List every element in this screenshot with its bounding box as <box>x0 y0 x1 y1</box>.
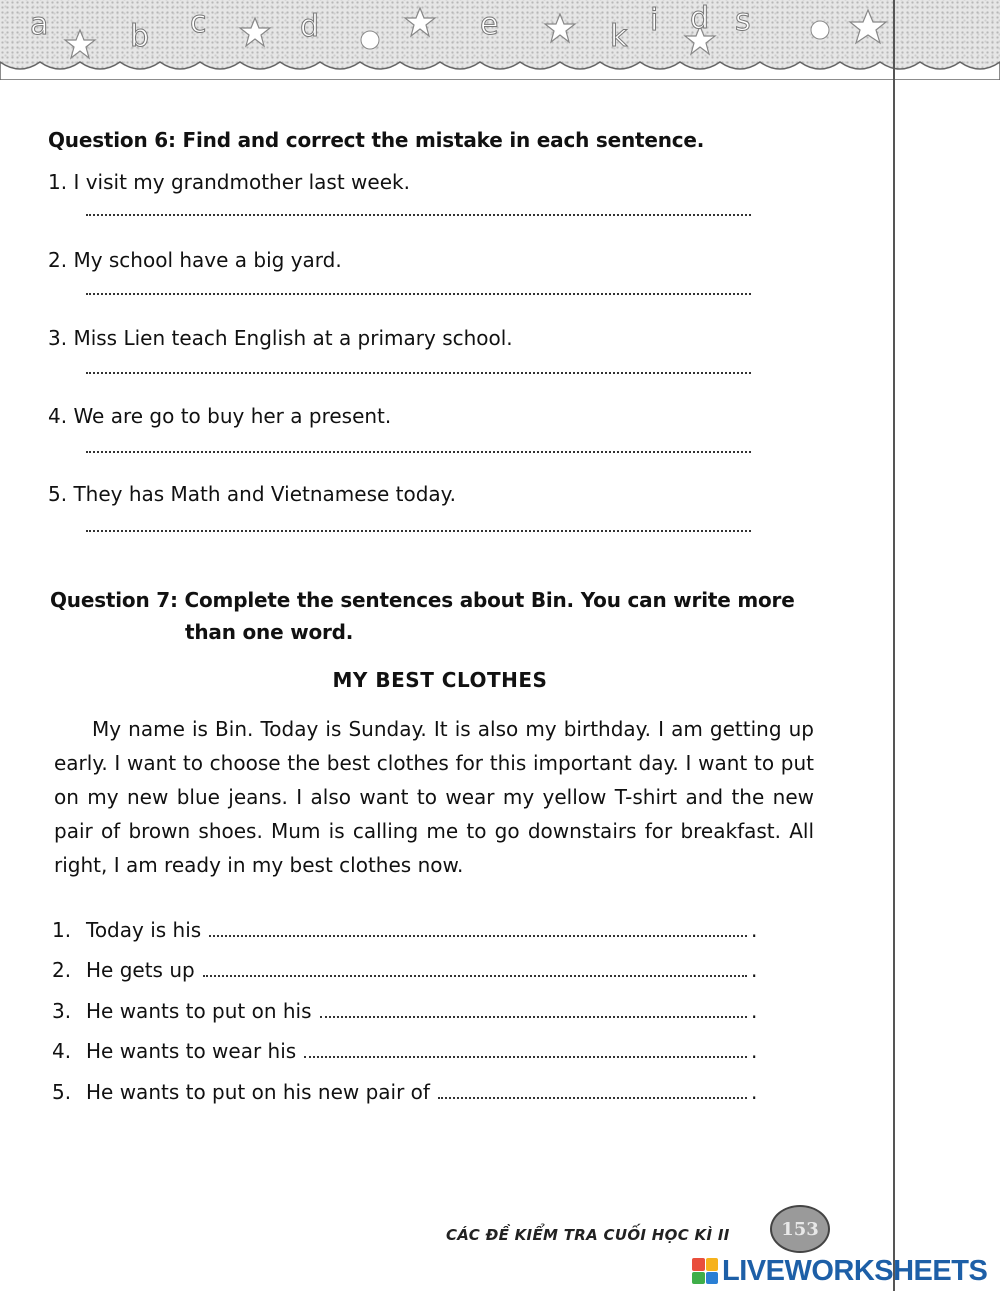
brand-name: LIVEWORKSHEETS <box>722 1254 988 1287</box>
story-title: MY BEST CLOTHES <box>332 668 548 692</box>
star-icon <box>545 14 575 42</box>
star-icon <box>405 8 435 36</box>
liveworksheets-logo-icon <box>692 1258 718 1284</box>
q7-item-prompt: He wants to put on his new pair of <box>86 1080 430 1104</box>
q7-item-number: 3. <box>52 999 72 1023</box>
q7-answer-line-1[interactable] <box>209 935 747 937</box>
q7-item-1: 1. Today is his . <box>52 918 758 942</box>
q6-answer-line-5[interactable] <box>86 530 751 532</box>
banner-letter: d <box>690 1 710 36</box>
q7-item-prompt: He wants to put on his <box>86 999 312 1023</box>
q7-item-number: 4. <box>52 1039 72 1063</box>
banner-letter: b <box>130 19 150 54</box>
scalloped-edge <box>0 62 1000 80</box>
q6-sentence-2: 2. My school have a big yard. <box>48 248 342 272</box>
star-icon <box>65 30 95 58</box>
banner-letter: d <box>300 9 320 44</box>
book-title-footer: CÁC ĐỀ KIỂM TRA CUỐI HỌC KÌ II <box>446 1226 730 1244</box>
banner-letter: a <box>30 7 49 42</box>
q7-item-number: 5. <box>52 1080 72 1104</box>
q6-answer-line-3[interactable] <box>86 372 751 374</box>
banner-letter: k <box>610 19 628 54</box>
q7-item-3: 3. He wants to put on his . <box>52 999 758 1023</box>
banner-letter: i <box>650 3 659 38</box>
q7-answer-line-4[interactable] <box>304 1056 747 1058</box>
question-7-heading-cont: than one word. <box>185 620 354 644</box>
q6-sentence-4: 4. We are go to buy her a present. <box>48 404 392 428</box>
q7-item-prompt: He gets up <box>86 958 195 982</box>
q6-sentence-5: 5. They has Math and Vietnamese today. <box>48 482 457 506</box>
banner-letter: c <box>190 5 207 40</box>
banner-letter: s <box>735 3 751 38</box>
q6-sentence-1: 1. I visit my grandmother last week. <box>48 170 410 194</box>
q7-item-number: 2. <box>52 958 72 982</box>
bear-icon <box>361 31 379 49</box>
question-7-heading: Question 7: Complete the sentences about Bin. You can write more <box>50 588 795 612</box>
q7-answer-line-2[interactable] <box>203 975 747 977</box>
q6-answer-line-1[interactable] <box>86 214 751 216</box>
page-edge-line <box>893 0 895 1291</box>
banner-letter: e <box>480 7 499 42</box>
q6-answer-line-4[interactable] <box>86 451 751 453</box>
q7-item-5: 5. He wants to put on his new pair of . <box>52 1080 758 1104</box>
q7-item-4: 4. He wants to wear his . <box>52 1039 758 1063</box>
q7-item-2: 2. He gets up . <box>52 958 758 982</box>
banner-decoration <box>0 0 1000 80</box>
q6-answer-line-2[interactable] <box>86 293 751 295</box>
q7-item-number: 1. <box>52 918 72 942</box>
q7-answer-line-5[interactable] <box>438 1097 747 1099</box>
liveworksheets-brand[interactable] <box>692 1254 987 1288</box>
q7-item-prompt: Today is his <box>86 918 202 942</box>
question-6-heading: Question 6: Find and correct the mistake in each sentence. <box>48 128 705 152</box>
star-icon <box>850 10 886 43</box>
header-banner <box>0 0 1000 80</box>
q7-answer-line-3[interactable] <box>320 1016 747 1018</box>
story-paragraph: My name is Bin. Today is Sunday. It is also my birthday. I am getting up early. I want to choose the best clothes for this important day. I want to put on my new blue jeans. I also want to wear my yellow T-shirt and the new pair of brown shoes. Mum is calling me to go downstairs for breakfast. All right, I am ready in my best clothes now. <box>54 717 814 877</box>
star-icon <box>240 18 270 46</box>
q6-sentence-3: 3. Miss Lien teach English at a primary school. <box>48 326 513 350</box>
page-number-badge: 153 <box>770 1205 830 1253</box>
q7-item-prompt: He wants to wear his <box>86 1039 297 1063</box>
bear-icon <box>811 21 829 39</box>
